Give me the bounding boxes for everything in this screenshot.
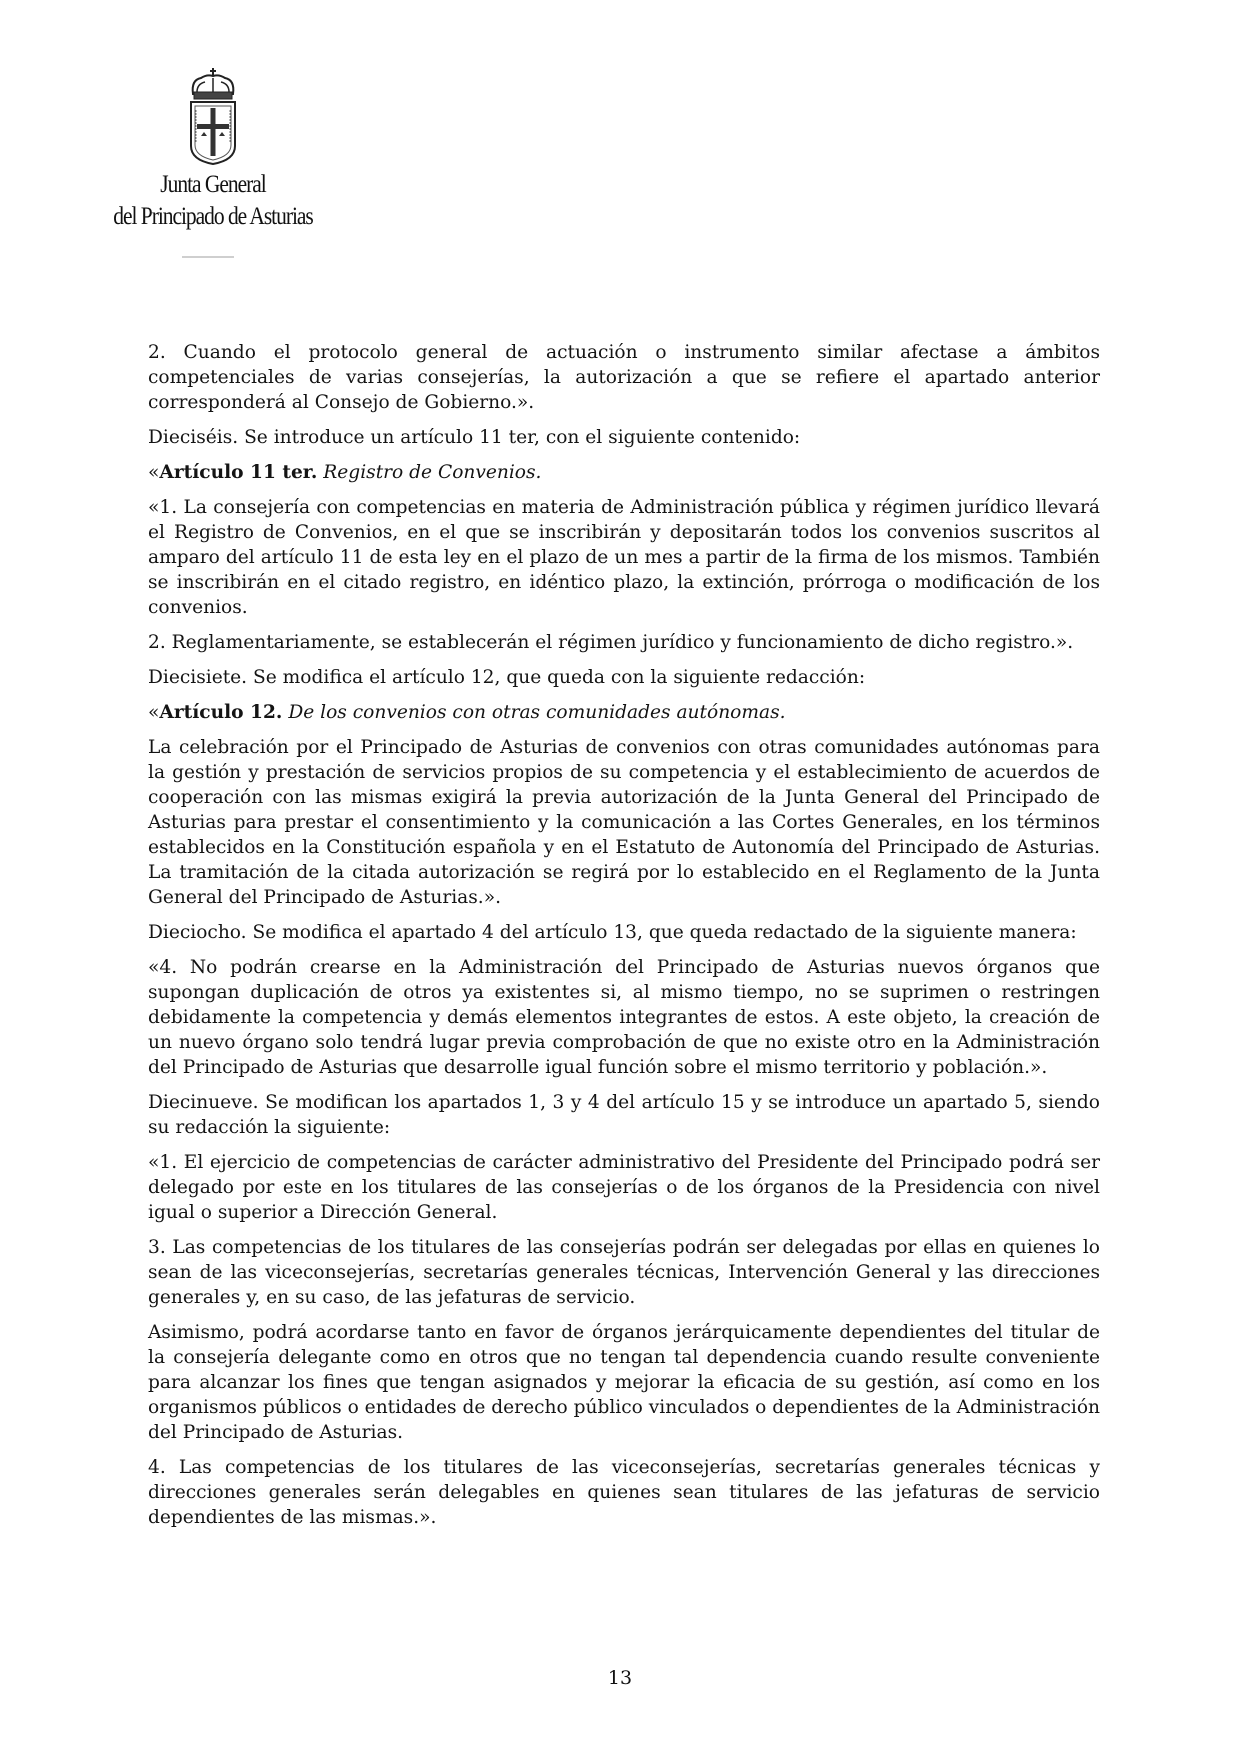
- section-heading-diecinueve: Diecinueve. Se modifican los apartados 1, 3 y 4 del artículo 15 y se introduce un apartado 5, siendo su redacción la siguiente:: [148, 1092, 1100, 1138]
- paragraph: La celebración por el Principado de Asturias de convenios con otras comunidades autónomas para la gestión y prestación de servicios propios de su competencia y el establecimiento de acuerdos de cooperación con las mismas exigirá la previa autorización de la Junta General del Principado de Asturias para prestar el consentimiento y la comunicación a las Cortes Generales, en los términos establecidos en la Constitución española y en el Estatuto de Autonomía del Principado de Asturias. La tramitación de la citada autorización se regirá por lo establecido en el Reglamento de la Junta General del Principado de Asturias.».: [148, 737, 1100, 908]
- header-divider: [182, 256, 234, 258]
- section-heading-dieciocho: Dieciocho. Se modifica el apartado 4 del artículo 13, que queda redactado de la siguiente manera:: [148, 922, 1077, 943]
- article-number: Artículo 11 ter.: [159, 462, 318, 483]
- section-heading-diecisiete: Diecisiete. Se modifica el artículo 12, que queda con la siguiente redacción:: [148, 667, 866, 688]
- institution-logo: [88, 66, 338, 230]
- page-number: 13: [607, 1667, 633, 1689]
- article-title-12: [148, 700, 1100, 725]
- paragraph: 2. Cuando el protocolo general de actuación o instrumento similar afectase a ámbitos competenciales de varias consejerías, la autorización a que se refiere el apartado anterior corresponderá al Consejo de Gobierno.».: [148, 342, 1100, 413]
- paragraph: 4. Las competencias de los titulares de las viceconsejerías, secretarías generales técnicas y direcciones generales serán delegables en quienes sean titulares de las jefaturas de servicio dependientes de las mismas.».: [148, 1457, 1100, 1528]
- paragraph: Asimismo, podrá acordarse tanto en favor de órganos jerárquicamente dependientes del titular de la consejería delegante como en otros que no tengan tal dependencia cuando resulte conveniente para alcanzar los fines que tengan asignados y mejorar la eficacia de su gestión, así como en los organismos públicos o entidades de derecho público vinculados o dependientes de la Administración del Principado de Asturias.: [148, 1322, 1100, 1443]
- section-heading-dieciseis: Dieciséis. Se introduce un artículo 11 ter, con el siguiente contenido:: [148, 427, 801, 448]
- paragraph: «4. No podrán crearse en la Administración del Principado de Asturias nuevos órganos que supongan duplicación de otros ya existentes si, al mismo tiempo, no se suprimen o restringen debidamente la competencia y demás elementos integrantes de estos. A este objeto, la creación de un nuevo órgano solo tendrá lugar previa comprobación de que no existe otro en la Administración del Principado de Asturias que desarrolle igual función sobre el mismo territorio y población.».: [148, 957, 1100, 1078]
- open-quote: «: [148, 462, 160, 483]
- paragraph: «1. El ejercicio de competencias de carácter administrativo del Presidente del Principado podrá ser delegado por este en los titulares de las consejerías o de los órganos de la Presidencia con nivel igual o superior a Dirección General.: [148, 1152, 1100, 1223]
- paragraph: 2. Reglamentariamente, se establecerán el régimen jurídico y funcionamiento de dicho registro.».: [148, 632, 1074, 653]
- article-name: Registro de Convenios.: [323, 462, 542, 483]
- paragraph: 3. Las competencias de los titulares de las consejerías podrán ser delegadas por ellas en quienes lo sean de las viceconsejerías, secretarías generales técnicas, Intervención General y las direcciones generales y, en su caso, de las jefaturas de servicio.: [148, 1237, 1100, 1308]
- open-quote: «: [148, 702, 160, 723]
- article-name: De los convenios con otras comunidades autónomas.: [288, 702, 786, 723]
- article-title-11-ter: [148, 460, 1100, 485]
- logo-text-line2: del Principado de Asturias: [113, 203, 313, 230]
- coat-of-arms-icon: [183, 66, 243, 166]
- article-number: Artículo 12.: [159, 702, 283, 723]
- logo-text-line1: Junta General: [160, 171, 266, 198]
- document-body: [148, 340, 1100, 1540]
- paragraph: «1. La consejería con competencias en materia de Administración pública y régimen jurídico llevará el Registro de Convenios, en el que se inscribirán y depositarán todos los convenios suscritos al amparo del artículo 11 de esta ley en el plazo de un mes a partir de la firma de los mismos. También se inscribirán en el citado registro, en idéntico plazo, la extinción, prórroga o modificación de los convenios.: [148, 497, 1100, 618]
